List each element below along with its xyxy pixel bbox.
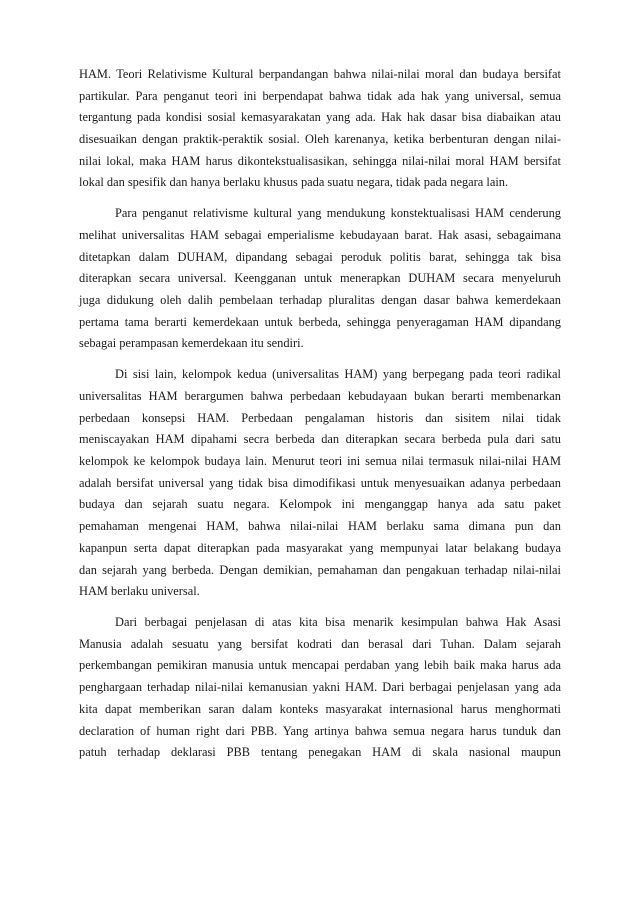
text-line: pertama tama berarti kemerdekaan untuk berbeda, sehingga penyeragaman HAM dipandang: [79, 314, 561, 329]
text-line: disesuaikan dengan praktik-peraktik sosial. Oleh karenanya, ketika berbenturan dengan nilai-: [79, 132, 561, 147]
text-line: universalitas HAM berargumen bahwa perbedaan kebudayaan bukan berarti membenarkan: [79, 389, 561, 403]
text-line: penghargaan terhadap nilai-nilai kemanusian yakni HAM. Dari berbagai penjelasan yang ada: [79, 680, 561, 695]
paragraph-2: [79, 203, 561, 355]
text-line: budaya dan sejarah suatu negara. Kelompok ini menganggap hanya ada satu paket: [79, 497, 561, 512]
text-line: tergantung pada kondisi sosial kemasyarakatan yang ada. Hak hak dasar bisa diabaikan atau: [79, 110, 561, 125]
text-line: sebagai perampasan kemerdekaan itu sendiri.: [79, 336, 304, 351]
text-line: ditetapkan dalam DUHAM, dipandang sebagai peroduk politis barat, sehingga tak bisa: [79, 249, 561, 264]
paragraph-3: [79, 364, 561, 603]
text-line: lokal dan spesifik dan hanya berlaku khusus pada suatu negara, tidak pada negara lain.: [79, 175, 509, 190]
text-line: declaration of human right dari PBB. Yang artinya bahwa semua negara harus tunduk dan: [79, 723, 561, 738]
text-line: kelompok ke kelompok budaya lain. Menurut teori ini semua nilai termasuk nilai-nilai HAM: [79, 454, 561, 469]
text-line: dan sejarah yang berbeda. Dengan demikian, pemahaman dan pengakuan terhadap nilai-nilai: [79, 562, 561, 577]
text-line: diterapkan secara universal. Keengganan untuk menerapkan DUHAM secara menyeluruh: [79, 271, 561, 286]
text-line: Manusia adalah sesuatu yang bersifat kodrati dan berasal dari Tuhan. Dalam sejarah: [79, 636, 561, 651]
text-line: adalah bersifat universal yang tidak bisa dimodifikasi untuk menyesuaikan adanya perbedaan: [79, 475, 561, 490]
text-line: HAM. Teori Relativisme Kultural berpandangan bahwa nilai-nilai moral dan budaya bersifat: [79, 67, 561, 81]
body-text: [79, 64, 561, 773]
text-line: partikular. Para penganut teori ini berpendapat bahwa tidak ada hak yang universal, semua: [79, 88, 561, 103]
text-line: juga didukung oleh dalih pembelaan terhadap pluralitas dengan dasar bahwa kemerdekaan: [79, 293, 561, 308]
text-line: HAM berlaku universal.: [79, 584, 200, 599]
text-line: perbedaan konsepsi HAM. Perbedaan pengalaman historis dan sisitem nilai tidak: [79, 410, 561, 425]
text-line: perkembangan pemikiran manusia untuk mencapai perdaban yang lebih baik maka harus ada: [79, 658, 561, 673]
text-line: kita dapat memberikan saran dalam konteks masyarakat internasional harus menghormati: [79, 701, 561, 716]
text-line: Dari berbagai penjelasan di atas kita bisa menarik kesimpulan bahwa Hak Asasi: [115, 615, 561, 630]
paragraph-1: [79, 64, 561, 194]
text-line: pemahaman mengenai HAM, bahwa nilai-nilai HAM berlaku sama dimana pun dan: [79, 519, 561, 534]
text-line: kapanpun serta dapat diterapkan pada masyarakat yang mempunyai latar belakang budaya: [79, 540, 561, 555]
text-line: patuh terhadap deklarasi PBB tentang penegakan HAM di skala nasional maupun: [79, 745, 561, 760]
text-line: melihat universalitas HAM sebagai emperialisme kebudayaan barat. Hak asasi, sebagaimana: [79, 228, 561, 242]
text-line: nilai lokal, maka HAM harus dikontekstualisasikan, sehingga nilai-nilai moral HAM bersifat: [79, 153, 561, 168]
text-line: meniscayakan HAM dipahami secra berbeda dan diterapkan secara berbeda pula dari satu: [79, 432, 561, 447]
paragraph-4: [79, 612, 561, 764]
text-line: Para penganut relativisme kultural yang mendukung konstektualisasi HAM cenderung: [115, 206, 561, 221]
text-line: Di sisi lain, kelompok kedua (universalitas HAM) yang berpegang pada teori radikal: [115, 367, 561, 382]
